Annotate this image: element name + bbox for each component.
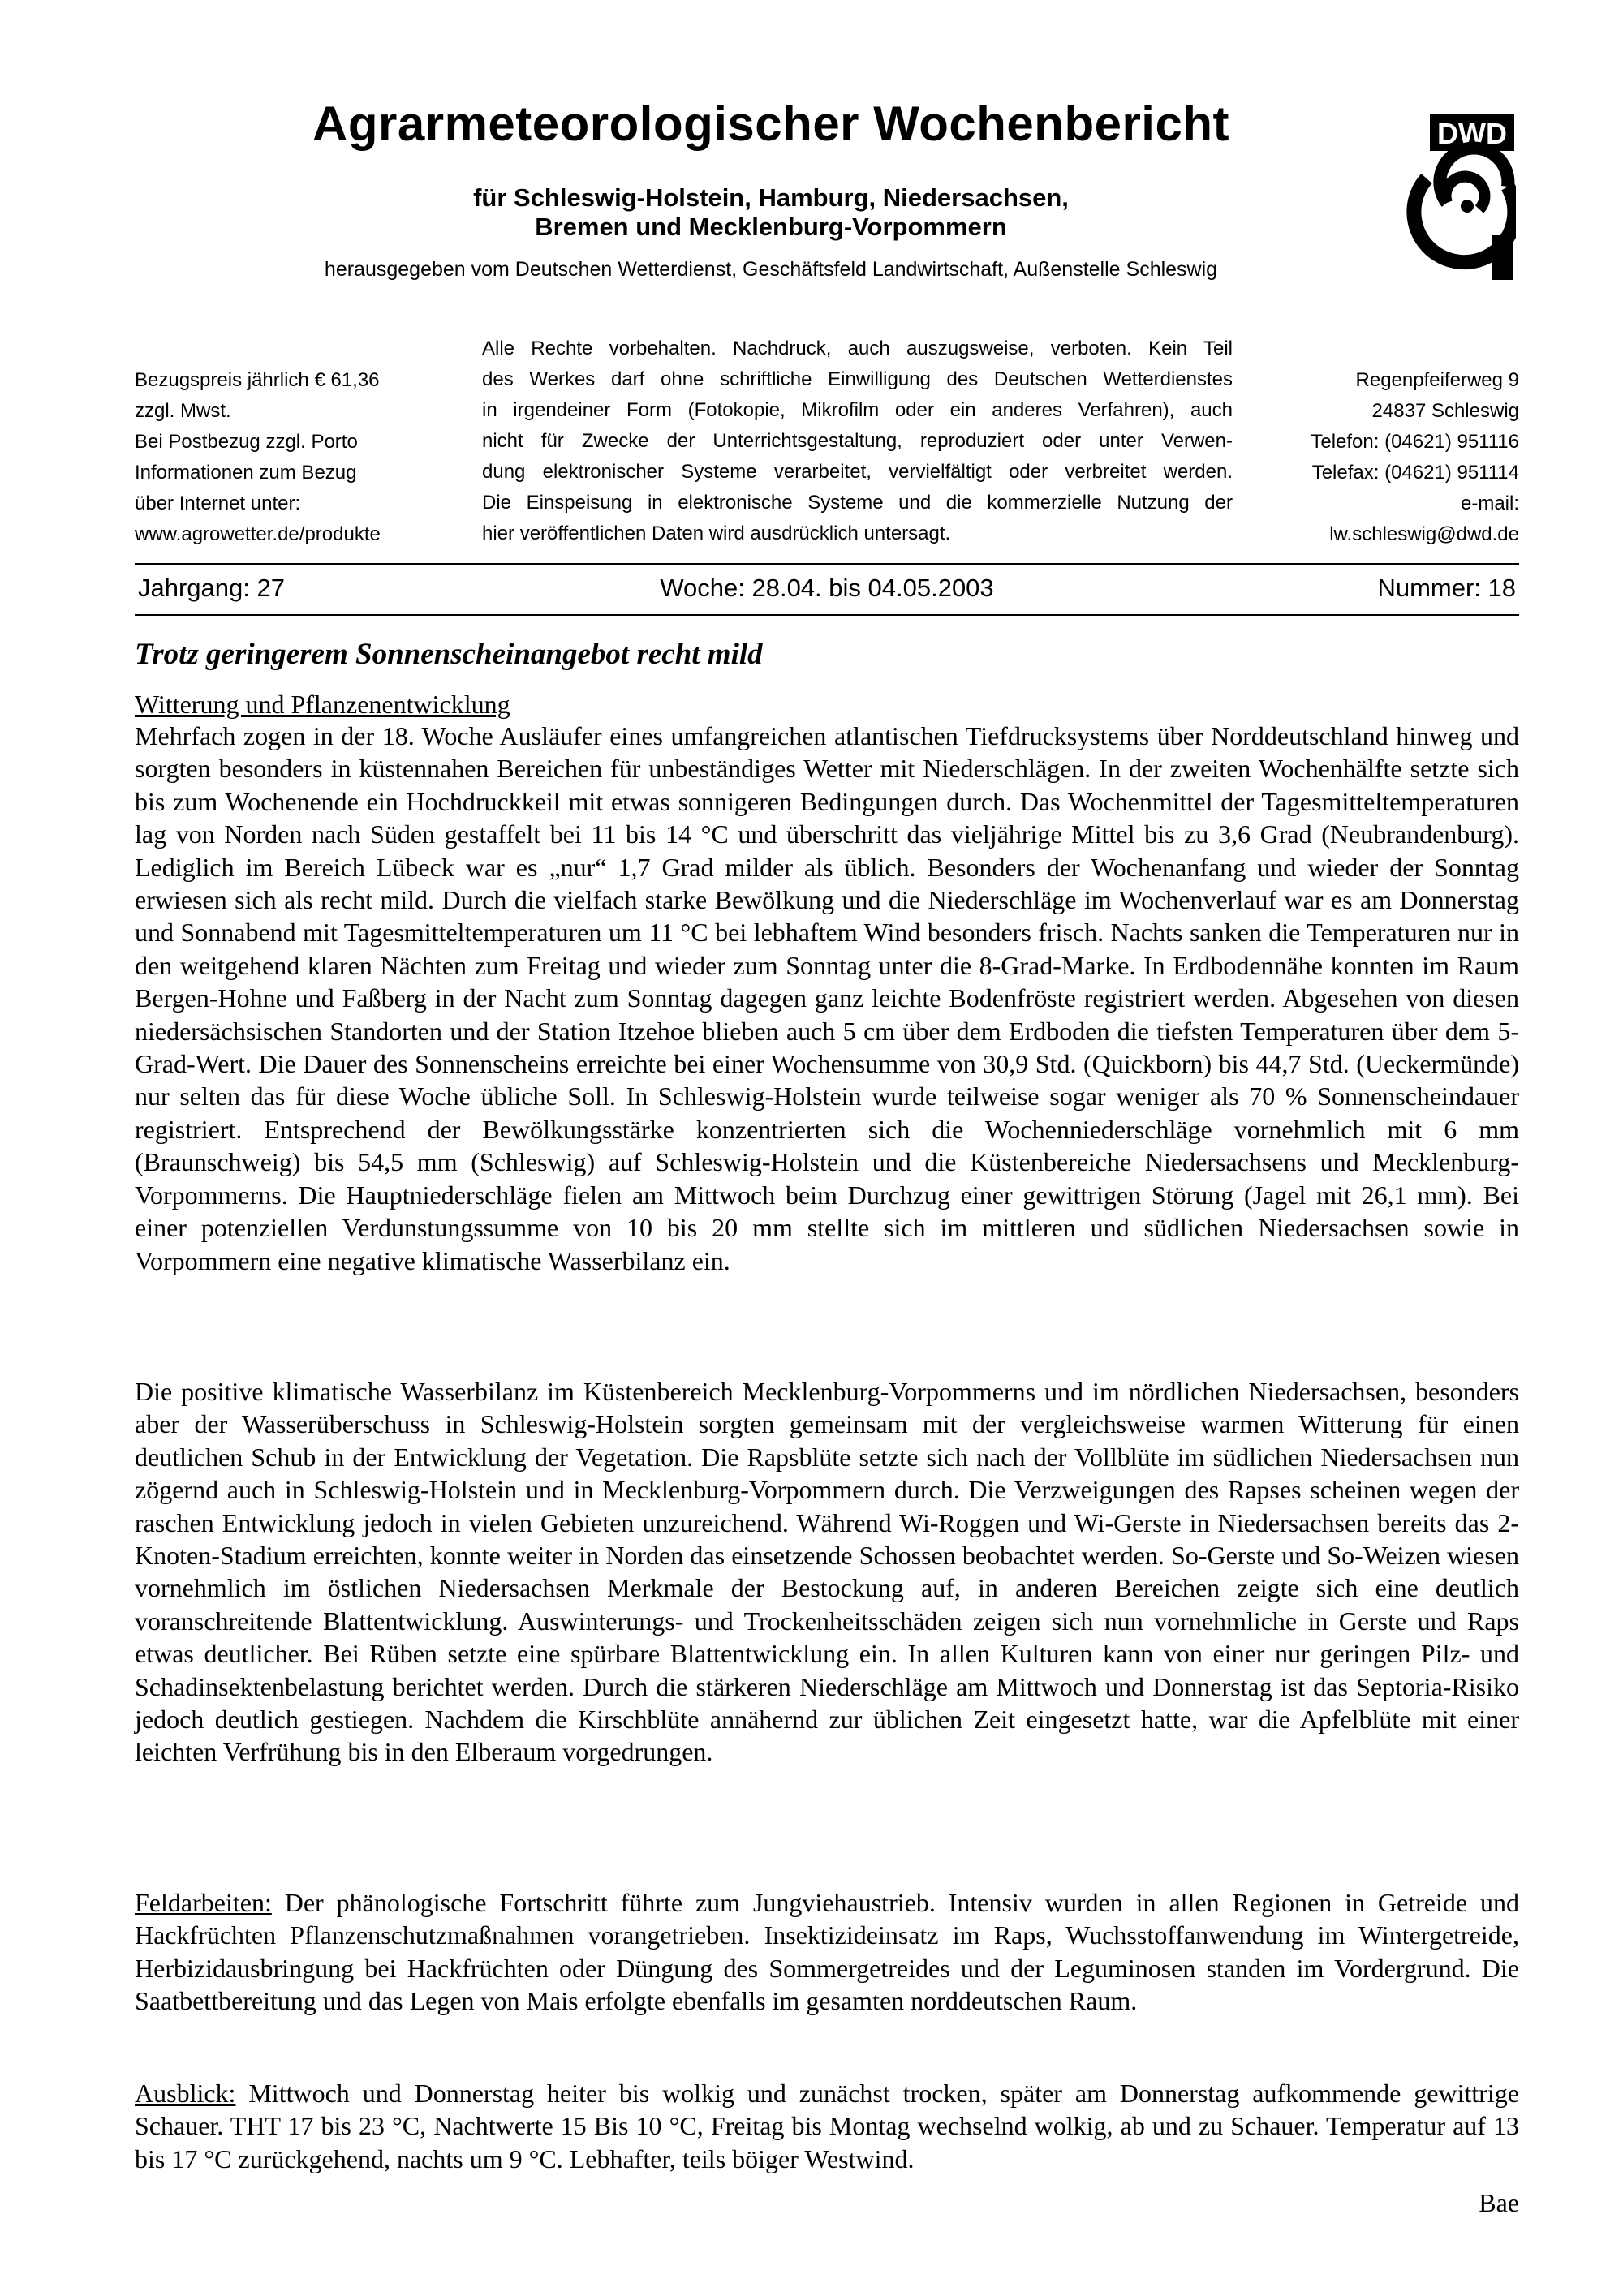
copyright-line: Die Einspeisung in elektronische Systeme und die kommerzielle Nutzung der [482,492,1233,514]
info-left-line: über Internet unter: [135,492,301,514]
issue-number: Nummer: 18 [1377,574,1516,602]
logo-text: DWD [1437,117,1507,150]
issue-volume: Jahrgang: 27 [138,574,285,602]
copyright-line: Alle Rechte vorbehalten. Nachdruck, auch auszugsweise, verboten. Kein Teil [482,338,1233,359]
contact-info [1233,365,1519,550]
contact-line: 24837 Schleswig [1371,400,1519,422]
info-left-line: Informationen zum Bezug [135,462,357,484]
field-work-paragraph [135,1886,1519,2018]
info-left-line: zzgl. Mwst. [135,400,231,422]
copyright-line: dung elektronischer Systeme verarbeitet, vervielfältigt oder verbreitet werden. [482,461,1233,483]
copyright-line: nicht für Zwecke der Unterrichtsgestaltung, reproduziert oder unter Verwen- [482,430,1233,452]
field-work-text: Der phänologische Fortschritt führte zum Jungviehaustrieb. Intensiv wurden in allen Regionen in Getreide und Hackfrüchten Pflanzenschutzmaßnahmen vorangetrieben. Insektizideinsatz im Raps, Wuchsstoffanwendung im Wintergetreide, Herbizidausbringung bei Hackfrüchten oder Düngung des Sommergetreides und der Leguminosen standen im Vordergrund. Die Saatbettbereitung und das Legen von Mais erfolgte ebenfalls im gesamten norddeutschen Raum. [135,1888,1519,2016]
copyright-notice [482,333,1233,549]
divider-top [135,563,1519,565]
publisher-line: herausgegeben vom Deutschen Wetterdienst, Geschäftsfeld Landwirtschaft, Außenstelle Schleswig [324,258,1218,281]
subtitle-line-2: Bremen und Mecklenburg-Vorpommern [535,213,1007,241]
divider-bottom [135,614,1519,616]
author-signature: Bae [1479,2188,1519,2217]
copyright-line: des Werkes darf ohne schriftliche Einwilligung des Deutschen Wetterdienstes [482,368,1233,390]
weather-paragraph: Mehrfach zogen in der 18. Woche Ausläufer eines umfangreichen atlantischen Tiefdrucksystems über Norddeutschland hinweg und sorgten besonders in küstennahen Bereichen für unbeständiges Wetter mit Niederschlägen. In der zweiten Wochenhälfte setzte sich bis zum Wochenende ein Hochdruckkeil mit etwas sonnigeren Bedingungen durch. Das Wochenmittel der Tagesmitteltemperaturen lag von Norden nach Süden gestaffelt bei 11 bis 14 °C und überschritt das vieljährige Mittel bis zu 3,6 Grad (Neubrandenburg). Lediglich im Bereich Lübeck war es „nur“ 1,7 Grad milder als üblich. Besonders der Wochenanfang und wieder der Sonntag erwiesen sich als recht mild. Durch die vielfach starke Bewölkung und die Niederschläge im Wochenverlauf war es am Donnerstag und Sonnabend mit Tagesmitteltemperaturen um 11 °C bei lebhaftem Wind besonders frisch. Nachts sanken die Temperaturen nur in den weitgehend klaren Nächten zum Freitag und wieder zum Sonntag unter die 8-Grad-Marke. In Erdbodennähe konnten im Raum Bergen-Hohne und Faßberg in der Nacht zum Sonntag dagegen ganz leichte Bodenfröste registriert werden. Abgesehen von diesen niedersächsischen Standorten und der Station Itzehoe blieben auch 5 cm über dem Erdboden die tiefsten Temperaturen über dem 5-Grad-Wert. Die Dauer des Sonnenscheins erreichte bei einer Wochensumme von 30,9 Std. (Quickborn) bis 44,7 Std. (Ueckermünde) nur selten das für diese Woche übliche Soll. In Schleswig-Holstein wurde teilweise sogar weniger als 70 % Sonnenscheindauer registriert. Entsprechend der Bewölkungsstärke konzentrierten sich die Wochenniederschläge vornehmlich mit 6 mm (Braunschweig) bis 54,5 mm (Schleswig) auf Schleswig-Holstein und die Küstenbereiche Niedersachsens und Mecklenburg-Vorpommerns. Die Hauptniederschläge fielen am Mittwoch beim Durchzug einer gewittrigen Störung (Jagel mit 26,1 mm). Bei einer potenziellen Verdunstungssumme von 10 bis 20 mm stellte sich im mittleren und südlichen Niedersachsen sowie in Vorpommern eine negative klimatische Wasserbilanz ein. [135,721,1519,1275]
info-left-line: Bei Postbezug zzgl. Porto [135,431,358,453]
field-work-label: Feldarbeiten: [135,1888,272,1917]
contact-line: Regenpfeiferweg 9 [1355,369,1519,391]
subtitle-line-1: für Schleswig-Holstein, Hamburg, Niedersachsen, [473,183,1069,212]
outlook-label: Ausblick: [135,2079,236,2108]
copyright-line: hier veröffentlichen Daten wird ausdrücklich untersagt. [482,522,951,544]
info-left-link[interactable]: www.agrowetter.de/produkte [135,523,381,545]
subscription-info [135,365,427,550]
issue-week: Woche: 28.04. bis 04.05.2003 [660,574,994,602]
issue-bar [135,570,1519,609]
contact-line: e-mail: [1460,492,1519,514]
contact-line: Telefon: (04621) 951116 [1311,431,1519,453]
vegetation-paragraph: Die positive klimatische Wasserbilanz im Küstenbereich Mecklenburg-Vorpommerns und im nördlichen Niedersachsen, besonders aber der Wasserüberschuss in Schleswig-Holstein sorgten gemeinsam mit der vergleichsweise warmen Witterung für einen deutlichen Schub in der Entwicklung der Vegetation. Die Rapsblüte setzte sich nach der Vollblüte im südlichen Niedersachsen nun zögernd auch in Schleswig-Holstein und in Mecklenburg-Vorpommern durch. Die Verzweigungen des Rapses scheinen wegen der raschen Entwicklung jedoch in vielen Gebieten unzureichend. Während Wi-Roggen und Wi-Gerste in Niedersachsen bereits das 2-Knoten-Stadium erreichten, konnte weiter in Norden das einsetzende Schossen beobachtet werden. So-Gerste und So-Weizen wiesen vornehmlich im östlichen Niedersachsen Merkmale der Bestockung auf, in anderen Bereichen zeigte sich eine deutlich voranschreitende Blattentwicklung. Auswinterungs- und Trockenheitsschäden zeigen sich nun vornehmliche in Gerste und Raps etwas deutlicher. Bei Rüben setzte eine spürbare Blattentwicklung ein. In allen Kulturen kann von einer nur geringen Pilz- und Schadinsektenbelastung berichtet werden. Durch die stärkeren Niederschläge am Mittwoch und Donnerstag ist das Septoria-Risiko jedoch deutlich gestiegen. Nachdem die Kirschblüte annähernd zur üblichen Zeit eingesetzt hatte, war die Apfelblüte mit einer leichten Verfrühung bis in den Elberaum vorgedrungen. [135,1377,1519,1767]
contact-email[interactable]: lw.schleswig@dwd.de [1329,523,1519,545]
contact-line: Telefax: (04621) 951114 [1311,462,1519,484]
info-left-line: Bezugspreis jährlich € 61,36 [135,369,380,391]
outlook-paragraph [135,2077,1519,2175]
report-subtitle [325,183,1217,242]
article-headline: Trotz geringerem Sonnenscheinangebot recht mild [135,638,763,671]
dwd-logo [1386,114,1516,280]
report-title: Agrarmeteorologischer Wochenbericht [312,97,1229,151]
section-heading: Witterung und Pflanzenentwicklung [135,690,510,719]
copyright-line: in irgendeiner Form (Fotokopie, Mikrofilm oder ein anderes Verfahren), auch [482,399,1233,421]
outlook-text: Mittwoch und Donnerstag heiter bis wolkig und zunächst trocken, später am Donnerstag aufkommende gewittrige Schauer. THT 17 bis 23 °C, Nachtwerte 15 Bis 10 °C, Freitag bis Montag wechselnd wolkig, ab und zu Schauer. Temperatur auf 13 bis 17 °C zurückgehend, nachts um 9 °C. Lebhafter, teils böiger Westwind. [135,2079,1519,2173]
